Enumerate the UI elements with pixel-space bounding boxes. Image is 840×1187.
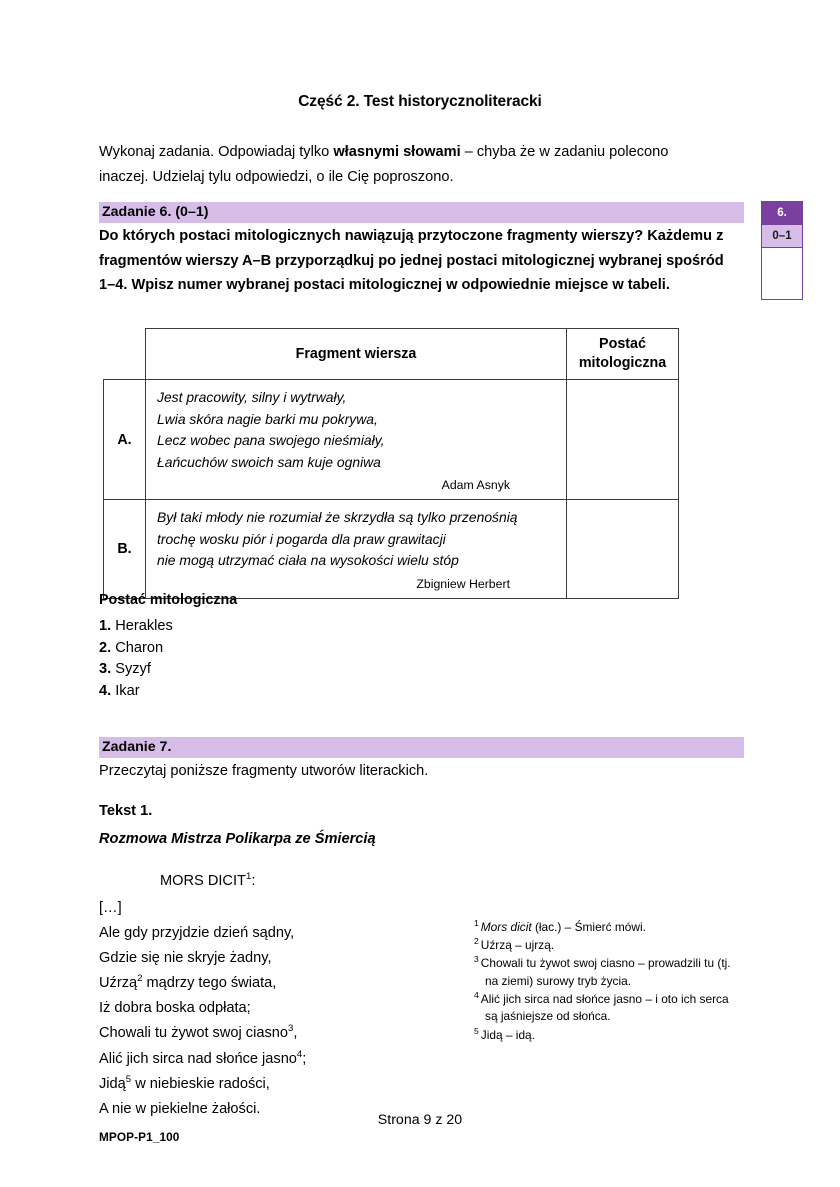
poem-line-text-after: , [293, 1025, 298, 1042]
poem-line-text: Jidą [99, 1075, 126, 1092]
list-item [99, 616, 173, 638]
poem-line-text: Chowali tu żywot swoj ciasno [99, 1025, 288, 1042]
poem-speaker-text: MORS DICIT [160, 873, 246, 889]
poem-line [99, 921, 306, 946]
score-box-task-6 [761, 201, 803, 300]
poem-line [99, 1072, 306, 1097]
fragment-line: trochę wosku piór i pogarda dla praw grawitacji [157, 530, 446, 547]
option-number: 2. [99, 639, 112, 656]
footnote-number: 2 [474, 936, 479, 947]
row-label-a: A. [104, 380, 146, 500]
answer-cell-a[interactable] [567, 380, 679, 500]
page-number: Strona 9 z 20 [377, 1112, 463, 1128]
poem-line-text: Gdzie się nie skryje żadny, [99, 950, 272, 967]
poem-line-text: Alić jich sirca nad słońce jasno [99, 1050, 297, 1067]
poem-line [99, 946, 306, 971]
footnotes-block [474, 919, 742, 1045]
fragment-line: Łańcuchów swoich sam kuje ogniwa [157, 453, 381, 470]
poem-line-text-after: mądrzy tego świata, [142, 975, 277, 992]
footnote-number: 3 [474, 954, 479, 965]
footnote-number: 5 [474, 1025, 479, 1036]
poem-speaker-colon: : [251, 873, 256, 889]
row-label-b: B. [104, 500, 146, 599]
footnote-item [474, 937, 742, 955]
fragment-line: Lwia skóra nagie barki mu pokrywa, [157, 410, 378, 427]
footnote-item [474, 991, 742, 1026]
poem-body [99, 896, 306, 1122]
footnote-number: 4 [474, 989, 479, 1000]
footnote-marker-4: 4 [296, 1048, 303, 1060]
score-box-range: 0–1 [762, 224, 802, 248]
table-header-answer-line1: Postać [599, 336, 646, 352]
table-row [104, 500, 679, 599]
option-number: 3. [99, 661, 112, 677]
footnote-marker-5: 5 [125, 1073, 132, 1085]
options-title: Postać mitologiczna [99, 592, 238, 608]
task-6-instruction: Do których postaci mitologicznych nawiązują przytoczone fragmenty wierszy? Każdemu z fragmentów wierszy A–B przyporządkuj po jednej postaci mitologicznej wybranej spośród 1–4. Wpisz numer wybranej postaci mitologicznej w odpowiednie miejsce w tabeli. [99, 228, 724, 293]
footnote-text: Jidą – idą. [480, 1027, 535, 1042]
poem-line-text: A nie w piekielne żałości. [99, 1100, 261, 1117]
footnote-number: 1 [474, 918, 479, 929]
matching-table [103, 328, 679, 599]
poem-line [99, 896, 306, 921]
footnote-text: (łac.) – Śmierć mówi. [531, 920, 646, 934]
footnote-marker-2: 2 [137, 973, 143, 985]
intro-text-after: – chyba że w zadaniu polecono inaczej. Udzielaj tylu odpowiedzi, o ile Cię poproszono. [99, 144, 669, 185]
fragment-line: Lecz wobec pana swojego nieśmiały, [157, 432, 385, 448]
score-box-number: 6. [762, 202, 802, 224]
table-row [104, 380, 679, 500]
table-header-row [104, 329, 679, 380]
footnote-text: Chowali tu żywot swoj ciasno – prowadzili tu (tj. na ziemi) surowy tryb życia. [480, 956, 731, 988]
task-6-heading: Zadanie 6. (0–1) [99, 202, 744, 223]
footnote-marker-1: 1 [245, 871, 252, 883]
option-number: 4. [99, 682, 112, 699]
table-header-label-empty [104, 329, 146, 380]
task-7-instruction: Przeczytaj poniższe fragmenty utworów literackich. [99, 763, 429, 779]
options-list [99, 616, 173, 702]
list-item [99, 659, 173, 681]
table-header-answer-line2: mitologiczna [578, 355, 667, 371]
answer-cell-b[interactable] [567, 500, 679, 599]
task-7-heading: Zadanie 7. [99, 737, 744, 758]
list-item [99, 638, 173, 660]
poem-line-text: Uźrzą [99, 975, 138, 992]
option-number: 1. [99, 618, 112, 634]
list-item [99, 681, 173, 703]
poem-line [99, 1047, 306, 1072]
option-label: Ikar [115, 682, 140, 699]
poem-line-text-after: ; [302, 1050, 307, 1067]
poem-speaker [160, 873, 255, 889]
footnote-text: Uźrzą – ujrzą. [480, 938, 555, 953]
table-header-fragment: Fragment wiersza [146, 329, 567, 380]
table-header-answer [567, 329, 679, 380]
poem-line-text: Ale gdy przyjdzie dzień sądny, [99, 925, 295, 942]
option-label: Herakles [115, 618, 173, 634]
footnote-item [474, 1027, 742, 1045]
page-title: Część 2. Test historycznoliteracki [298, 93, 542, 110]
intro-text-bold: własnymi słowami [333, 144, 461, 160]
footnote-marker-3: 3 [288, 1023, 294, 1035]
fragment-line: Jest pracowity, silny i wytrwały, [157, 389, 347, 405]
intro-paragraph [99, 140, 711, 190]
option-label: Charon [115, 639, 164, 656]
fragment-cell-a [146, 380, 567, 500]
option-label: Syzyf [115, 661, 151, 677]
poem-line-text: […] [99, 900, 122, 916]
poem-line [99, 1021, 306, 1046]
fragment-attribution: Adam Asnyk [441, 478, 510, 492]
fragment-cell-b [146, 500, 567, 599]
text-1-title: Rozmowa Mistrza Polikarpa ze Śmiercią [99, 831, 376, 847]
poem-line [99, 971, 306, 996]
score-box-result-field[interactable] [762, 248, 802, 299]
footnote-item [474, 955, 742, 990]
poem-line-text: Iż dobra boska odpłata; [99, 1000, 251, 1017]
document-code: MPOP-P1_100 [99, 1130, 180, 1144]
text-1-label: Tekst 1. [99, 803, 153, 819]
footnote-text: Alić jich sirca nad słońce jasno – i oto ich serca są jaśniejsze od słońca. [480, 991, 729, 1024]
poem-line [99, 996, 306, 1021]
footnote-item [474, 919, 742, 937]
fragment-attribution: Zbigniew Herbert [416, 576, 510, 591]
fragment-line: Był taki młody nie rozumiał że skrzydła są tylko przenośnią [157, 509, 518, 525]
intro-text-before: Wykonaj zadania. Odpowiadaj tylko [99, 144, 334, 160]
footnote-italic-term: Mors dicit [480, 920, 532, 934]
poem-line-text-after: w niebieskie radości, [131, 1075, 270, 1092]
fragment-line: nie mogą utrzymać ciała na wysokości wielu stóp [157, 552, 459, 568]
